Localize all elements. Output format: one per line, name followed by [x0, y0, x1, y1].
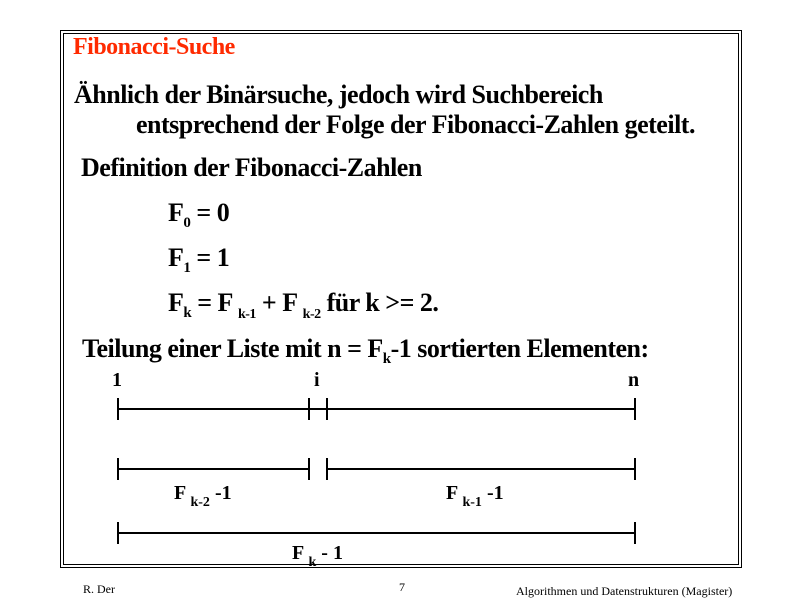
formula-f1-base: F	[168, 243, 184, 272]
label-start: 1	[112, 369, 122, 391]
formula-fk-tail: für k >= 2.	[320, 288, 439, 317]
footer-page-number: 7	[399, 580, 405, 594]
label-end: n	[628, 369, 640, 391]
formula-f0-rest: = 0	[190, 198, 230, 227]
intro-line-2: entsprechend der Folge der Fibonacci-Zahlen geteilt.	[136, 110, 695, 139]
formula-f0-base: F	[168, 198, 184, 227]
right-segment-label	[446, 482, 504, 510]
formula-fk-eq: = F	[191, 288, 238, 317]
label-mid: i	[314, 369, 320, 391]
formula-fk-sub-a: k-1	[237, 307, 256, 322]
right-segment-label-base: F	[446, 482, 463, 504]
split-heading-sub: k	[382, 351, 391, 367]
formula-f0-sub: 0	[183, 215, 191, 231]
total-segment-label	[292, 542, 343, 570]
formula-fk-sub-b: k-2	[302, 307, 321, 322]
left-segment-label-tail: -1	[209, 482, 232, 504]
formula-fk-base: F	[168, 288, 184, 317]
split-heading-prefix: Teilung einer Liste mit n = F	[82, 334, 383, 363]
split-heading-suffix: -1 sortierten Elementen:	[390, 334, 649, 363]
footer-course: Algorithmen und Datenstrukturen (Magister)	[516, 584, 733, 598]
left-segment-label-sub: k-2	[190, 495, 210, 510]
intro-line-1: Ähnlich der Binärsuche, jedoch wird Suchbereich	[74, 80, 603, 109]
right-segment-label-sub: k-1	[462, 495, 482, 510]
formula-f1-rest: = 1	[190, 243, 230, 272]
total-segment-label-base: F	[292, 542, 309, 564]
formula-fk-plus: + F	[255, 288, 303, 317]
left-segment-label	[174, 482, 232, 510]
footer-author: R. Der	[83, 582, 115, 596]
total-segment-label-sub: k	[308, 555, 317, 570]
slide-title: Fibonacci-Suche	[73, 34, 235, 60]
right-segment-label-tail: -1	[481, 482, 504, 504]
definition-heading: Definition der Fibonacci-Zahlen	[81, 153, 422, 182]
formula-f1-sub: 1	[183, 260, 191, 276]
total-segment-label-tail: - 1	[316, 542, 343, 564]
formula-fk-sub: k	[183, 305, 192, 321]
left-segment-label-base: F	[174, 482, 191, 504]
